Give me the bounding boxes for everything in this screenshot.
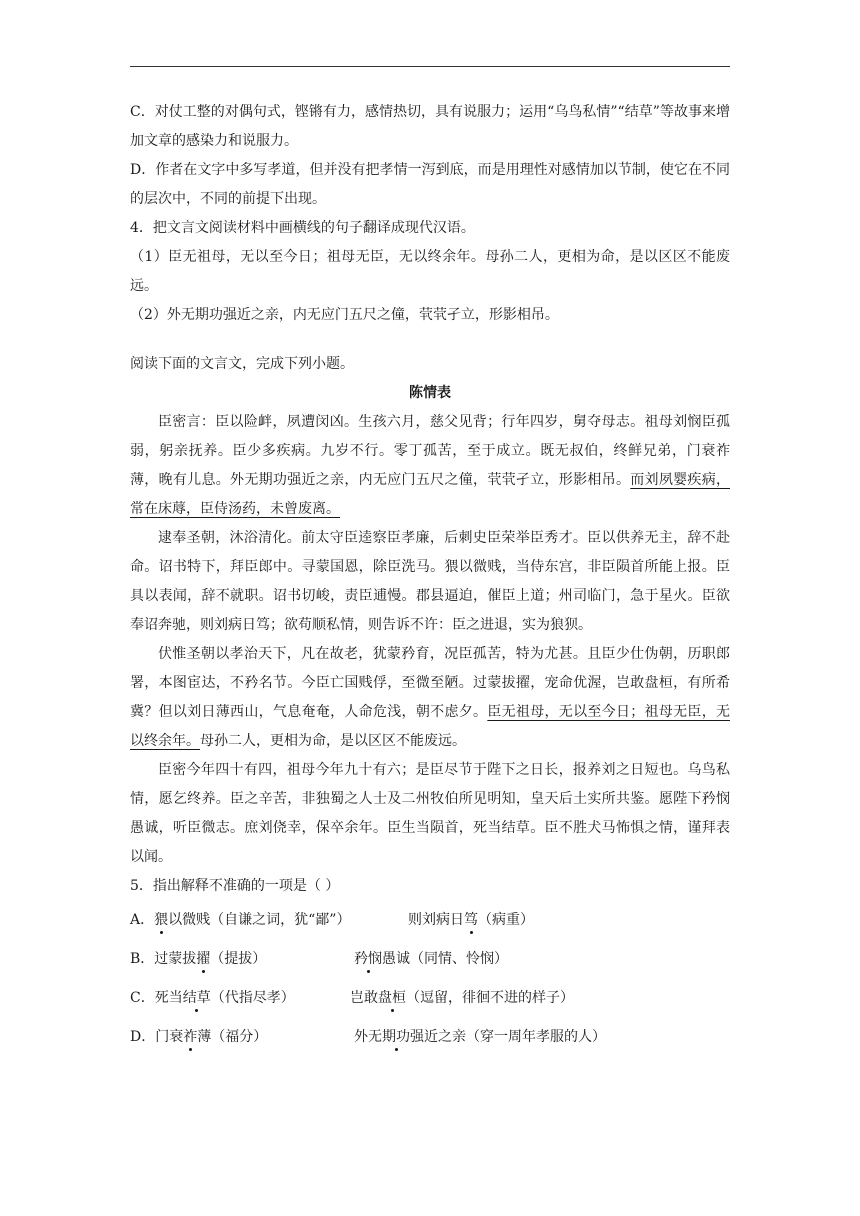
choice-b-second: 矜悯愚诚（同情、怜悯） xyxy=(354,951,508,967)
question-4-stem: 4．把文言文阅读材料中画横线的句子翻译成现代汉语。 xyxy=(130,220,475,236)
dotted-word: 笃 xyxy=(464,912,478,928)
question-4-sentence-2: （2）外无期功强近之亲，内无应门五尺之僮，茕茕孑立，形影相吊。 xyxy=(130,307,559,323)
choice-b: B．过蒙拔擢（提拔） 矜悯愚诚（同情、怜悯） xyxy=(130,948,730,987)
choice-d-second: 外无期功强近之亲（穿一周年孝服的人） xyxy=(354,1029,606,1045)
passage-paragraph-1 xyxy=(130,408,730,524)
choice-c-second: 岂敢盘桓（逗留，徘徊不进的样子） xyxy=(350,990,574,1006)
choice-d: D．门衰祚薄（福分） 外无期功强近之亲（穿一周年孝服的人） xyxy=(130,1026,730,1065)
passage-text: 臣密言：臣以险衅，夙遭闵凶。生孩六月，慈父见背；行年四岁，舅夺母志。祖母刘悯臣孤弱，躬亲抚养。臣少多疾病。九岁不行。零丁孤苦，至于成立。既无叔伯，终鲜兄弟，门衰祚薄，晚有儿息。外无期功强近之亲，内无应门五尺之僮，茕茕孑立，形影相吊。 xyxy=(130,414,730,488)
choice-c: C．死当结草（代指尽孝） 岂敢盘桓（逗留，徘徊不进的样子） xyxy=(130,987,730,1026)
passage-paragraph-4: 臣密今年四十有四，祖母今年九十有六；是臣尽节于陛下之日长，报养刘之日短也。乌鸟私情，愿乞终养。臣之辛苦，非独蜀之人士及二州牧伯所见明知，皇天后土实所共鉴。愿陛下矜悯愚诚，听臣微志。庶刘侥幸，保卒余年。臣生当陨首，死当结草。臣不胜犬马怖惧之情，谨拜表以闻。 xyxy=(130,762,730,865)
header-rule xyxy=(130,66,730,67)
dotted-word: 结草 xyxy=(182,990,211,1006)
underlined-sentence: 而刘夙婴疾病，常在床蓐，臣侍汤药，未曾废离。 xyxy=(130,472,731,517)
dotted-word: 期功 xyxy=(382,1029,410,1045)
dotted-word: 盘桓 xyxy=(378,990,406,1006)
choice-a-second: 则刘病日笃（病重） xyxy=(408,912,534,928)
dotted-word: 祚 xyxy=(183,1029,198,1045)
option-d: D．作者在文字中多写孝道，但并没有把孝情一泻到底，而是用理性对感情加以节制，使它在不同的层次中，不同的前提下出现。 xyxy=(130,162,730,207)
reading-intro: 阅读下面的文言文，完成下列小题。 xyxy=(130,356,354,372)
choice-a: A．猥以微贱（自谦之词，犹“鄙”） 则刘病日笃（病重） xyxy=(130,909,730,948)
passage-text: 母孙二人，更相为命，是以区区不能废远。 xyxy=(200,733,466,749)
passage-paragraph-3 xyxy=(130,640,730,756)
question-5-stem: 5．指出解释不准确的一项是（ ） xyxy=(130,878,340,894)
passage-text: 伏惟圣朝以孝治天下，凡在故老，犹蒙矜育，况臣孤苦，特为尤甚。且臣少仕伪朝，历职郎署，本图宦达，不矜名节。今臣亡国贱俘，至微至陋。过蒙拔擢，宠命优渥，岂敢盘桓，有所希冀？但以刘日薄西山，气息奄奄，人命危浅，朝不虑夕。 xyxy=(130,646,730,720)
option-c: C．对仗工整的对偶句式，铿锵有力，感情热切，具有说服力；运用“乌鸟私情”“结草”等故事来增加文章的感染力和说服力。 xyxy=(130,104,730,149)
underlined-sentence: 臣无祖母，无以至今日；祖母无臣，无以终余年。 xyxy=(130,704,731,749)
dotted-word: 矜悯 xyxy=(354,951,382,967)
dotted-word: 猥 xyxy=(154,912,169,928)
question-4-sentence-1: （1）臣无祖母，无以至今日；祖母无臣，无以终余年。母孙二人，更相为命，是以区区不能废远。 xyxy=(130,249,730,294)
document-body xyxy=(130,98,730,1065)
dotted-word: 擢 xyxy=(196,951,211,967)
passage-title: 陈情表 xyxy=(409,385,451,401)
passage-paragraph-2: 逮奉圣朝，沐浴清化。前太守臣逵察臣孝廉，后刺史臣荣举臣秀才。臣以供养无主，辞不赴命。诏书特下，拜臣郎中。寻蒙国恩，除臣洗马。猥以微贱，当侍东宫，非臣陨首所能上报。臣具以表闻，辞不就职。诏书切峻，责臣逋慢。郡县逼迫，催臣上道；州司临门，急于星火。臣欲奉诏奔驰，则刘病日笃；欲苟顺私情，则告诉不许：臣之进退，实为狼狈。 xyxy=(130,530,730,633)
